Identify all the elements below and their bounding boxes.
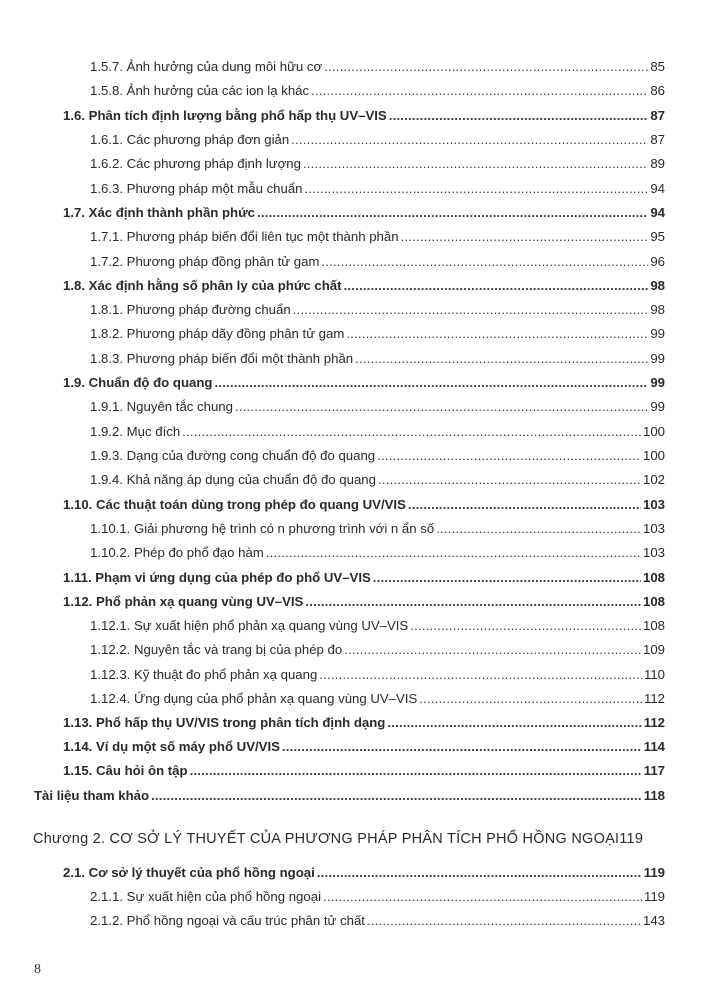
toc-entry-page: 100 xyxy=(642,424,665,439)
toc-entry-page: 143 xyxy=(642,913,665,928)
dot-leader xyxy=(378,471,641,489)
toc-entry-page: 95 xyxy=(650,229,665,244)
toc-entry-title: 1.11. Phạm vi ứng dụng của phép đo phổ UV–VIS xyxy=(63,570,371,585)
page-number: 8 xyxy=(34,962,41,977)
toc-entry-title: 1.5.7. Ảnh hưởng của dung môi hữu cơ xyxy=(90,59,323,74)
toc-entry-page: 99 xyxy=(650,326,665,341)
toc-entry-page: 86 xyxy=(650,83,665,98)
toc-entry-title: 1.9.4. Khả năng áp dụng của chuẩn độ đo quang xyxy=(90,472,376,487)
toc-entry xyxy=(90,131,665,149)
dot-leader xyxy=(410,617,641,635)
toc-entry xyxy=(63,714,665,732)
dot-leader xyxy=(291,131,648,149)
toc-entry-title: 1.6.1. Các phương pháp đơn giản xyxy=(90,132,290,147)
toc-entry xyxy=(90,180,665,198)
toc-entry-title: 1.7. Xác định thành phần phức xyxy=(63,205,255,220)
toc-entry xyxy=(63,107,665,125)
dot-leader xyxy=(282,738,642,756)
dot-leader xyxy=(346,325,648,343)
toc-entry-page: 112 xyxy=(643,715,665,730)
toc-entry-page: 100 xyxy=(642,448,665,463)
toc-entry-page: 98 xyxy=(650,278,665,293)
toc-entry-title: 1.10. Các thuật toán dùng trong phép đo quang UV/VIS xyxy=(63,497,406,512)
toc-entry-title: 1.12.4. Ứng dụng của phổ phản xạ quang vùng UV–VIS xyxy=(90,691,418,706)
dot-leader xyxy=(401,228,649,246)
toc-entry xyxy=(90,301,665,319)
toc-entry-title: 2.1.2. Phổ hồng ngoại và cấu trúc phân tử chất xyxy=(90,913,365,928)
toc-entry-title: 1.12.2. Nguyên tắc và trang bị của phép đo xyxy=(90,642,343,657)
toc-entry xyxy=(90,82,665,100)
toc-entry-page: 108 xyxy=(642,570,665,585)
toc-entry-page: 89 xyxy=(650,156,665,171)
toc-entry-title: 1.8.1. Phương pháp đường chuẩn xyxy=(90,302,291,317)
toc-entry xyxy=(90,520,665,538)
dot-leader xyxy=(321,253,648,271)
toc-entry-page: 108 xyxy=(642,594,665,609)
toc-entry-title: 1.8.3. Phương pháp biến đổi một thành phần xyxy=(90,351,354,366)
toc-entry-title: 1.5.8. Ảnh hưởng của các ion lạ khác xyxy=(90,83,310,98)
dot-leader xyxy=(408,496,641,514)
toc-entry xyxy=(63,496,665,514)
dot-leader xyxy=(311,82,648,100)
toc-entry-page: 99 xyxy=(650,399,665,414)
toc-entry-page: 119 xyxy=(643,889,665,904)
toc-entry-title: 1.8.2. Phương pháp dãy đồng phân tử gam xyxy=(90,326,345,341)
toc-entry-title: 1.9.3. Dạng của đường cong chuẩn độ đo quang xyxy=(90,448,376,463)
dot-leader xyxy=(317,864,642,882)
toc-entry-page: 94 xyxy=(650,181,665,196)
dot-leader xyxy=(355,350,648,368)
toc-entry xyxy=(90,447,665,465)
toc-entry-page: 119 xyxy=(643,865,665,880)
toc-entry-title: 1.7.1. Phương pháp biến đổi liên tục một thành phần xyxy=(90,229,399,244)
toc-entry-title: 1.12. Phổ phản xạ quang vùng UV–VIS xyxy=(63,594,304,609)
dot-leader xyxy=(293,301,649,319)
toc-entry-page: 112 xyxy=(643,691,665,706)
toc-entry xyxy=(90,690,665,708)
toc-entry-title: 1.9.1. Nguyên tắc chung xyxy=(90,399,233,414)
toc-entry-page: 99 xyxy=(650,351,665,366)
toc-entry-page: 114 xyxy=(643,739,665,754)
dot-leader xyxy=(305,593,641,611)
toc-entry-page: 108 xyxy=(642,618,665,633)
dot-leader xyxy=(419,690,642,708)
toc-entry-title: 1.15. Câu hỏi ôn tập xyxy=(63,763,188,778)
toc-entry xyxy=(63,569,665,587)
toc-entry-title: 1.6. Phân tích định lượng bằng phổ hấp thụ UV–VIS xyxy=(63,108,387,123)
toc-entry xyxy=(63,593,665,611)
dot-leader xyxy=(367,912,641,930)
toc-entry-title: 1.6.3. Phương pháp một mẫu chuẩn xyxy=(90,181,303,196)
dot-leader xyxy=(323,888,642,906)
dot-leader xyxy=(190,762,642,780)
toc-entry-title: 1.12.3. Kỹ thuật đo phổ phản xạ quang xyxy=(90,667,318,682)
toc-entry-page: 87 xyxy=(650,108,665,123)
toc-entry-title: 1.13. Phổ hấp thụ UV/VIS trong phân tích định dạng xyxy=(63,715,386,730)
dot-leader xyxy=(387,714,641,732)
toc-entry-title: 1.9.2. Mục đích xyxy=(90,424,181,439)
dot-leader xyxy=(305,180,649,198)
dot-leader xyxy=(389,107,649,125)
toc-entry xyxy=(63,204,665,222)
toc-entry-page: 98 xyxy=(650,302,665,317)
toc-entry-page: 103 xyxy=(642,521,665,536)
toc-entry xyxy=(63,374,665,392)
toc-entry-page: 99 xyxy=(650,375,665,390)
toc-entry xyxy=(90,423,665,441)
dot-leader xyxy=(344,641,641,659)
toc-entry xyxy=(90,617,665,635)
dot-leader xyxy=(303,155,648,173)
toc-entry-page: 117 xyxy=(643,763,665,778)
toc-entry xyxy=(90,325,665,343)
toc-entry-page: 110 xyxy=(643,667,665,682)
toc-entry-page: 118 xyxy=(643,788,665,803)
toc-entry xyxy=(90,641,665,659)
toc-entry-title: 1.10.1. Giải phương hệ trình có n phương trình với n ẩn số xyxy=(90,521,435,536)
toc-entry-title: Tài liệu tham khảo xyxy=(34,788,150,803)
toc-entry-page: 85 xyxy=(650,59,665,74)
toc-entry xyxy=(90,155,665,173)
toc-entry-title: 1.6.2. Các phương pháp định lượng xyxy=(90,156,301,171)
toc-entry-title: 1.10.2. Phép đo phổ đạo hàm xyxy=(90,545,264,560)
toc-entry-page: 102 xyxy=(642,472,665,487)
toc-entry-page: 96 xyxy=(650,254,665,269)
chapter-heading: Chương 2. CƠ SỞ LÝ THUYẾT CỦA PHƯƠNG PHÁP PHÂN TÍCH PHỔ HỒNG NGOẠI119 xyxy=(33,831,644,847)
dot-leader xyxy=(257,204,648,222)
toc-entry-page: 94 xyxy=(650,205,665,220)
dot-leader xyxy=(266,544,641,562)
toc-entry xyxy=(63,864,665,882)
toc-entry xyxy=(90,912,665,930)
toc-entry xyxy=(90,666,665,684)
toc-entry-title: 2.1. Cơ sở lý thuyết của phổ hồng ngoại xyxy=(63,865,315,880)
dot-leader xyxy=(436,520,641,538)
toc-entry-page: 109 xyxy=(642,642,665,657)
toc-entry-page: 103 xyxy=(642,545,665,560)
toc-entry-title: 1.7.2. Phương pháp đồng phân tử gam xyxy=(90,254,320,269)
toc-entry-page: 87 xyxy=(650,132,665,147)
toc-entry-title: 1.14. Ví dụ một số máy phổ UV/VIS xyxy=(63,739,280,754)
toc-entry xyxy=(90,58,665,76)
toc-entry-title: 2.1.1. Sự xuất hiện của phổ hồng ngoại xyxy=(90,889,321,904)
dot-leader xyxy=(182,423,641,441)
dot-leader xyxy=(151,787,642,805)
dot-leader xyxy=(344,277,649,295)
dot-leader xyxy=(214,374,648,392)
toc-entry xyxy=(63,277,665,295)
dot-leader xyxy=(324,58,648,76)
toc-entry xyxy=(90,888,665,906)
toc-entry xyxy=(90,350,665,368)
toc-entry xyxy=(90,253,665,271)
toc-entry-title: 1.8. Xác định hằng số phân ly của phức chất xyxy=(63,278,342,293)
dot-leader xyxy=(373,569,641,587)
dot-leader xyxy=(377,447,641,465)
toc-entry xyxy=(90,398,665,416)
toc-entry xyxy=(34,787,665,805)
toc-entry-page: 103 xyxy=(642,497,665,512)
toc-entry-title: 1.9. Chuẩn độ đo quang xyxy=(63,375,213,390)
toc-entry xyxy=(63,738,665,756)
toc-entry xyxy=(90,228,665,246)
toc-entry xyxy=(90,471,665,489)
toc-entry xyxy=(90,544,665,562)
toc-entry-title: 1.12.1. Sự xuất hiện phổ phản xạ quang vùng UV–VIS xyxy=(90,618,409,633)
toc-entry xyxy=(63,762,665,780)
dot-leader xyxy=(235,398,648,416)
dot-leader xyxy=(319,666,642,684)
